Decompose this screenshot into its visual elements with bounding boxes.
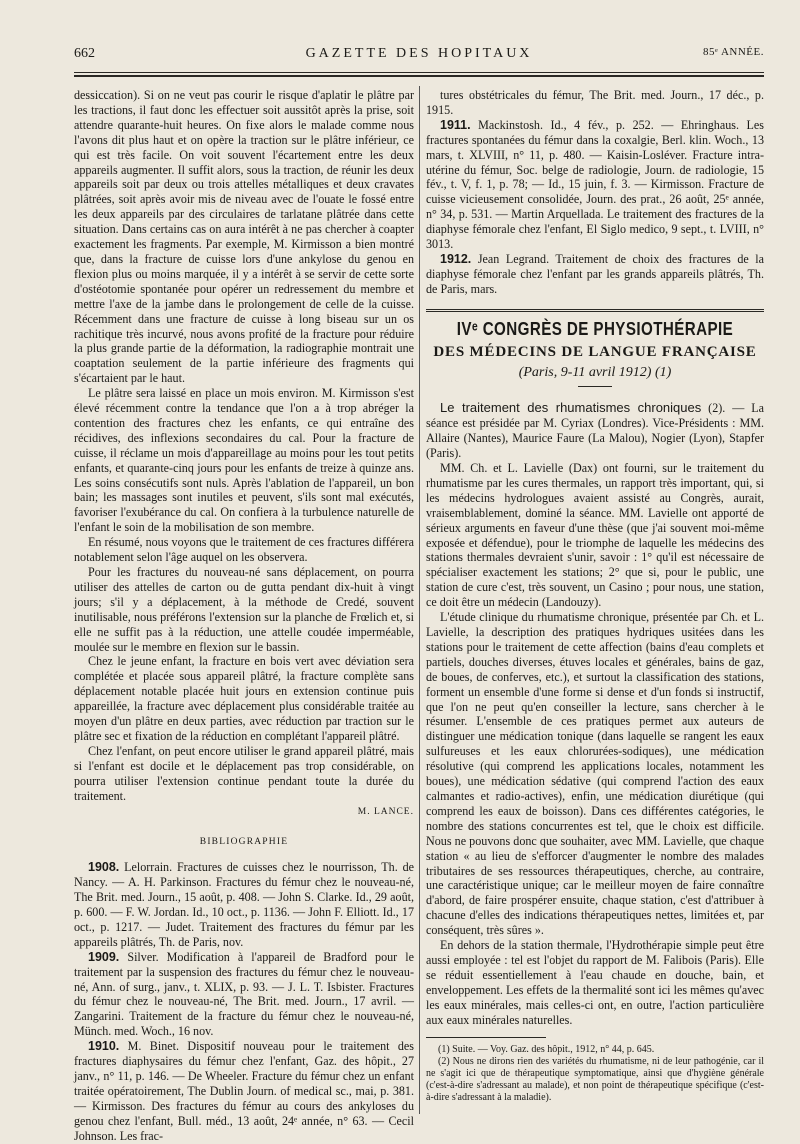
congress-date: (Paris, 9-11 avril 1912) (1)	[518, 364, 672, 380]
article-paragraph: Chez le jeune enfant, la fracture en bois vert avec déviation sera complétée et placée sous appareil plâtré, la fracture complète sans déplacement notable placée huit jours en extension continue puis appareillée, la fracture avec déplacement plus considérable traitée au moyen d'un plâtre en deux parties, avec réduction par traction sur le plâtre sec et fixation de la réduction en complétant l'appareil plâtré.	[74, 654, 414, 743]
bibliography-year: 1910.	[88, 1039, 120, 1054]
bibliography-text: Lelorrain. Fractures de cuisses chez le nourrisson, Th. de Nancy. — A. H. Parkinson. Fractures du fémur chez le nouveau-né, The Brit. med. Journ., 15 août, p. 408. — John S. Clarke. Id., 29 août, p. 600. — F. W. Jordan. Id., 10 oct., p. 1136. — John F. Elliott. Id., 17 oct., p. 1217. — Judet. Traitement des fractures du fémur par les appareils plâtrés, Th. de Paris, nov.	[74, 860, 414, 949]
left-column	[74, 88, 414, 1144]
page-header	[74, 46, 764, 68]
bibliography-entry	[74, 860, 414, 949]
year-label: 85ᵉ ANNÉE.	[703, 46, 764, 58]
bibliography-text: Jean Legrand. Traitement de choix des fractures de la diaphyse fémorale chez l'enfant par les grands appareils plâtrés, Th. de Paris, mars.	[426, 251, 765, 296]
article-paragraph: En résumé, nous voyons que le traitement de ces fractures différera notablement selon l'âge auquel on les observera.	[74, 535, 414, 565]
right-column	[426, 88, 764, 1104]
section-heading-note: (2). —	[701, 401, 752, 416]
page-number: 662	[74, 46, 95, 61]
author-signature: M. LANCE.	[357, 806, 414, 817]
article-paragraph: MM. Ch. et L. Lavielle (Dax) ont fourni, sur le traitement du rhumatisme par les cures thermales, un rapport très important, qui, si les médecins hydrologues avaient assisté au Congrès, aurait, vraisemblablement, dominé la séance. MM. Lavielle ont apporté de sérieux arguments en faveur d'une thèse (que j'ai souvent moi-même exposée et défendue), pour le triomphe de laquelle les médecins des stations thermales devraient s'unir, savoir : 1° qu'il est nécessaire de spécialiser exactement les stations; 2° que si, pour le public, une station de cure c'est, très souvent, un Casino ; pour nous, une station, ce doit être un médecin (Landouzy).	[426, 461, 764, 610]
bibliography-entry	[74, 1039, 414, 1143]
bibliography-entry	[426, 88, 764, 118]
bibliography-text: M. Binet. Dispositif nouveau pour le traitement des fractures diaphysaires du fémur chez l'enfant, Gaz. des hôpit., 27 janv., n° 11, p. 146. — De Wheeler. Fracture du fémur chez un enfant traitée opératoirement, The Dublin Journ. of medical sc., mai, p. 381. — Kirmisson. Des fractures du fémur au cours des ankyloses du genou chez l'enfant, Bull. méd., 13 août, 24ᵉ année, n° 63. — Cecil Johnson. Les frac-	[74, 1039, 414, 1143]
bibliography-entry	[426, 252, 764, 297]
short-rule	[578, 386, 612, 387]
footnote: (1) Suite. — Voy. Gaz. des hôpit., 1912, n° 44, p. 645.	[438, 1044, 655, 1056]
bibliography-entry	[74, 950, 414, 1039]
bibliography-text: Silver. Modification à l'appareil de Bradford pour le traitement par la suspension des fractures du fémur chez le nouveau-né, Ann. of surg., janv., t. XLIX, p. 93. — J. L. T. Isbister. Fractures du fémur chez le nouveau-né, The Brit. med. Journ., 17 avril. — Zangarini. Traitement de la fracture du fémur chez le nouveau-né, Münch. med. Woch., 16 nov.	[74, 949, 414, 1039]
congress-title: IVᵉ CONGRÈS DE PHYSIOTHÉRAPIE	[456, 317, 734, 339]
section-intro: La séance est présidée par M. Cyriax (Londres). Vice-Présidents : MM. Allaire (Nantes), Maurice Faure (La Malou), Nogier (Lyon), Stapfer (Paris).	[426, 401, 764, 461]
section-intro-paragraph	[426, 401, 764, 461]
article-paragraph: L'étude clinique du rhumatisme chronique, présentée par Ch. et L. Lavielle, la description des pratiques hydriques usitées dans les stations pour le traitement de cette affection (bains d'eau complets et partiels, douches diverses, étuves locales et générales, bains de gaz, de boues, de conferves, etc.), et surtout la classification des stations, forment un ensemble d'une forme si dense et d'un fonds si instructif, que l'on ne peut qu'en conseiller la lecture, sans chercher à le résumer. L'ensemble de ces pratiques permet aux auteurs de distinguer une médication tonique (dans laquelle se rangent les eaux sulfureuses et les eaux chlorurées-sodiques), une médication résolutive (qui comprend les applications locales, notamment les boues), une médication sédative (qui comprend l'action des eaux calmantes et radio-actives), enfin, une médication diurétique (qui comprend les eaux de boisson). Dans ces différentes catégories, le nombre des stations concurrentes est tel, que le choix est difficile. Nous ne pouvons donc que souhaiter, avec MM. Lavielle, que chaque station « au lieu de s'efforcer d'augmenter le nombre des malades tributaires de ses ressources thérapeutiques, cherche, au contraire, une caractéristique unique; car le meilleur moyen de faire connaître d'abord, de faire prospérer ensuite, chaque station, c'est d'attribuer à chacune d'elles des indications thérapeutiques nettes, limitées et, par conséquent, très sûres ».	[426, 610, 764, 938]
header-rule-thick	[74, 75, 764, 77]
bibliography-year: 1908.	[88, 860, 120, 875]
article-paragraph: Pour les fractures du nouveau-né sans déplacement, on pourra utiliser des attelles de carton ou de gutta pendant dix-huit à vingt jours; s'il y a déplacement, à la méthode de Credé, souvent inutilisable, nous préférons l'extension sur la planche de Frœlich et, si elle ne suffit pas à la réduction, une attelle coudée imperméable, moulée sur le membre en flexion sur le bassin.	[74, 565, 414, 654]
article-paragraph: Chez l'enfant, on peut encore utiliser le grand appareil plâtré, mais si l'enfant est docile et le déplacement pas trop considérable, on pourra utiliser l'extension continue pendant toute la durée du traitement.	[74, 743, 414, 803]
journal-title: GAZETTE DES HOPITAUX	[305, 46, 533, 61]
bibliography-text: Mackinstosh. Id., 4 fév., p. 252. — Ehringhaus. Les fractures spontanées du fémur dans la coxalgie, Berl. klin. Woch., 13 mars, t. XLVIII, n° 11, p. 480. — Kaisin-Losléver. Fracture intra-utérine du fémur, Soc. belge de radiologie, Journ. de radiologie, 15 fév., t. V, f. 1, p. 78; — Id., 15 juin, f. 3. — Kirmisson. Fracture de cuisse vicieusement consolidée, Journ. des prat., 26 août, 25ᵉ année, n° 34, p. 531. — Martin Arquellada. Le traitement des fractures de la diaphyse fémorale chez l'enfant, El Siglo medico, 9 sept., t. LVIII, n° 3013.	[426, 117, 764, 252]
bibliography-year: 1909.	[88, 949, 120, 964]
article-paragraph: Le plâtre sera laissé en place un mois environ. M. Kirmisson s'est élevé récemment contre la tendance que l'on a à trop abréger la contention des fractures chez les enfants, ce qui entraîne des récidives, des inflexions secondaires du cal. Pour la fracture de cuisse, il réclame un mois d'appareillage au moins pour les tout petits enfants, et quarante-cinq jours pour les enfants de treize à quinze ans. Les soins consécutifs sont nuls. Après l'ablation de l'appareil, un bon bain; les massages sont inutiles et peuvent, s'ils sont mal exécutés, favoriser l'exubérance du cal. On confiera à la turbulence naturelle de l'enfant le soin de la mobilisation de son membre.	[74, 386, 414, 535]
congress-subtitle: DES MÉDECINS DE LANGUE FRANÇAISE	[433, 343, 757, 360]
section-separator	[426, 309, 764, 312]
bibliography-year: 1912.	[440, 251, 472, 266]
bibliography-heading: BIBLIOGRAPHIE	[199, 837, 289, 848]
footnote-rule	[426, 1037, 546, 1038]
bibliography-year: 1911.	[440, 117, 471, 132]
bibliography-entry	[426, 118, 764, 252]
bibliography-text: tures obstétricales du fémur, The Brit. med. Journ., 17 déc., p. 1915.	[426, 88, 764, 117]
article-paragraph: dessiccation). Si on ne veut pas courir le risque d'aplatir le plâtre par les tractions, il faut donc les effectuer soit aussitôt après la prise, soit attendre quarante-huit heures. On fixe alors le malade comme nous l'avons dit plus haut et on opère la traction sur le plâtre inférieur, ce qui est très facile. On voit souvent l'écartement entre les deux appareils augmenter. Il suffit alors, sous la traction, de réunir les deux appareils soit par deux ou trois attelles métalliques et deux cravates plâtrées, soit après avoir mis de niveau avec de l'ouate le fossé entre les deux appareils par des circulaires de tarlatane plâtrée dans cette situation. Dans certains cas on aura intérêt à ne pas chercher à coapter exactement les fragments. Par exemple, M. Kirmisson a bien montré que, dans la fracture de cuisse lors d'une ankylose du genou en flexion plus ou moins marquée, il y a intérêt à se servir de cette sorte d'ostéotomie spontanée pour opérer un redressement du membre et mettre l'axe de la jambe dans le prolongement de celle de la cuisse. Récemment dans une fracture de cuisse à long biseau sur un os rachitique très incurvé, nous avons profité de la fracture pour réduire la plus grande partie de la déformation, la radiographie montrait une coaptation seulement de la partie inférieure des fragments qui s'écartaient par le haut.	[74, 88, 414, 386]
article-paragraph: En dehors de la station thermale, l'Hydrothérapie simple peut être aussi employée : tel est l'objet du rapport de M. Falibois (Paris). Elle se réduit essentiellement à l'eau chaude en douche, bain, et enveloppement. Les effets de la thermalité sont ici les mêmes qu'avec les eaux minérales, mais celles-ci ont, en outre, l'action particulière aux eaux minérales naturelles.	[426, 938, 764, 1027]
header-rule	[74, 72, 764, 73]
footnote: (2) Nous ne dirons rien des variétés du rhumatisme, ni de leur pathogénie, car il ne s'agit ici que de thérapeutique symptomatique, ainsi que d'hygiène générale (c'est-à-dire s'adressant au malade), et non point de thérapeutique spécifique (c'est-à-dire s'adressant à la maladie).	[426, 1056, 764, 1104]
section-heading: Le traitement des rhumatismes chroniques	[440, 400, 702, 416]
footnotes	[426, 1044, 764, 1104]
column-divider	[419, 86, 420, 1114]
